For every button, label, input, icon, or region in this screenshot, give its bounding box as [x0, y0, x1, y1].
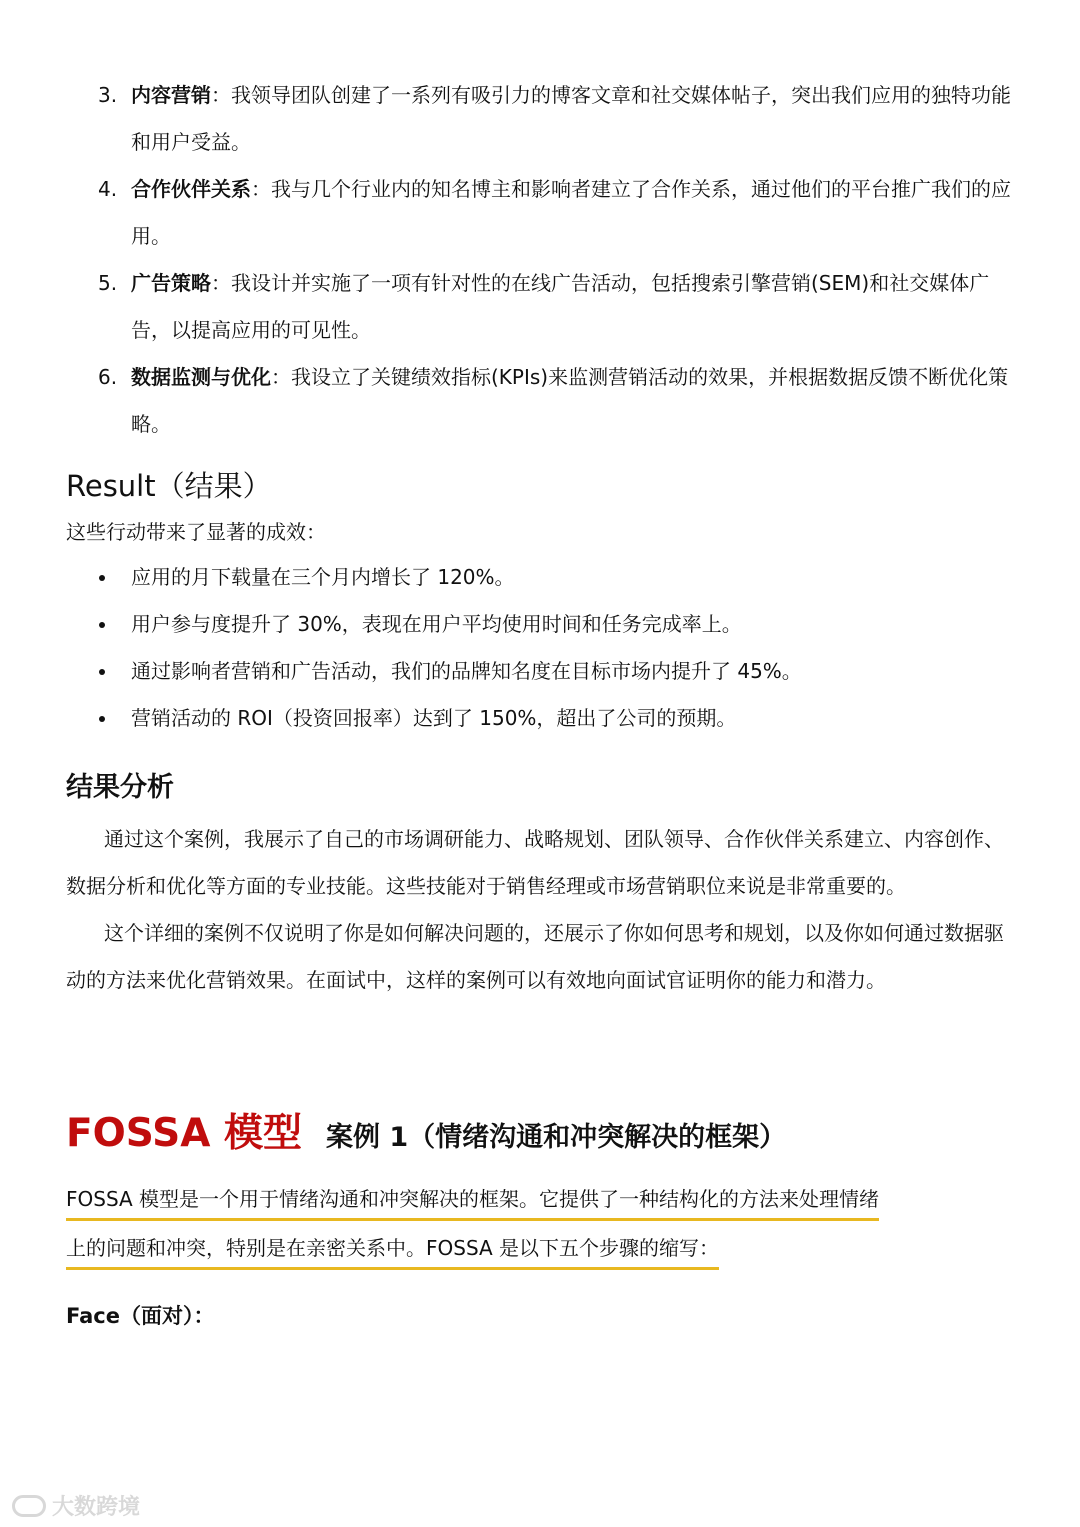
step-text: ：我与几个行业内的知名博主和影响者建立了合作关系，通过他们的平台推广我们的应用。 [131, 177, 1011, 248]
list-item: 应用的月下载量在三个月内增长了 120%。 [66, 554, 1016, 601]
analysis-heading: 结果分析 [66, 772, 174, 803]
step-term: 内容营销 [131, 83, 211, 107]
list-item: 用户参与度提升了 30%，表现在用户平均使用时间和任务完成率上。 [66, 601, 1016, 648]
analysis-paragraph-2: 这个详细的案例不仅说明了你是如何解决问题的，还展示了你如何思考和规划，以及你如何通过数据驱动的方法来优化营销效果。在面试中，这样的案例可以有效地向面试官证明你的能力和潜力。 [66, 921, 1004, 992]
analysis-paragraph-1: 通过这个案例，我展示了自己的市场调研能力、战略规划、团队领导、合作伙伴关系建立、内容创作、数据分析和优化等方面的专业技能。这些技能对于销售经理或市场营销职位来说是非常重要的。 [66, 827, 1004, 898]
watermark-logo-icon [12, 1495, 46, 1517]
watermark [12, 1490, 140, 1521]
list-item: 3. 内容营销：我领导团队创建了一系列有吸引力的博客文章和社交媒体帖子，突出我们应用的独特功能和用户受益。 [98, 83, 1011, 154]
list-item: 6. 数据监测与优化：我设立了关键绩效指标(KPIs)来监测营销活动的效果，并根据数据反馈不断优化策略。 [98, 365, 1009, 436]
list-item: 5. 广告策略：我设计并实施了一项有针对性的在线广告活动，包括搜索引擎营销(SEM)和社交媒体广告，以提高应用的可见性。 [98, 271, 990, 342]
steps-list [66, 72, 1016, 448]
step-term: 数据监测与优化 [131, 365, 271, 389]
step-text: ：我设立了关键绩效指标(KPIs)来监测营销活动的效果，并根据数据反馈不断优化策略。 [131, 365, 1009, 436]
step-text: ：我设计并实施了一项有针对性的在线广告活动，包括搜索引擎营销(SEM)和社交媒体广告，以提高应用的可见性。 [131, 271, 990, 342]
step-text: ：我领导团队创建了一系列有吸引力的博客文章和社交媒体帖子，突出我们应用的独特功能和用户受益。 [131, 83, 1011, 154]
list-item: 营销活动的 ROI（投资回报率）达到了 150%，超出了公司的预期。 [66, 695, 1016, 742]
fossa-desc-line-2: 上的问题和冲突，特别是在亲密关系中。FOSSA 是以下五个步骤的缩写： [66, 1229, 719, 1270]
result-heading: Result（结果） [66, 469, 272, 503]
fossa-title: FOSSA 模型 [66, 1111, 302, 1156]
step-term: 合作伙伴关系 [131, 177, 251, 201]
fossa-description [66, 1176, 1016, 1274]
list-item: 通过影响者营销和广告活动，我们的品牌知名度在目标市场内提升了 45%。 [66, 648, 1016, 695]
fossa-heading [66, 1102, 1016, 1158]
face-heading: Face（面对）： [66, 1304, 215, 1328]
watermark-text: 大数跨境 [52, 1495, 141, 1520]
list-item: 4. 合作伙伴关系：我与几个行业内的知名博主和影响者建立了合作关系，通过他们的平台推广我们的应用。 [98, 177, 1011, 248]
result-intro: 这些行动带来了显著的成效： [66, 520, 326, 544]
fossa-subtitle: 案例 1（情绪沟通和冲突解决的框架） [325, 1122, 787, 1153]
fossa-desc-line-1: FOSSA 模型是一个用于情绪沟通和冲突解决的框架。它提供了一种结构化的方法来处理情绪 [66, 1180, 879, 1221]
result-bullets [66, 554, 1016, 742]
document-page [66, 72, 1016, 1330]
step-term: 广告策略 [131, 271, 211, 295]
